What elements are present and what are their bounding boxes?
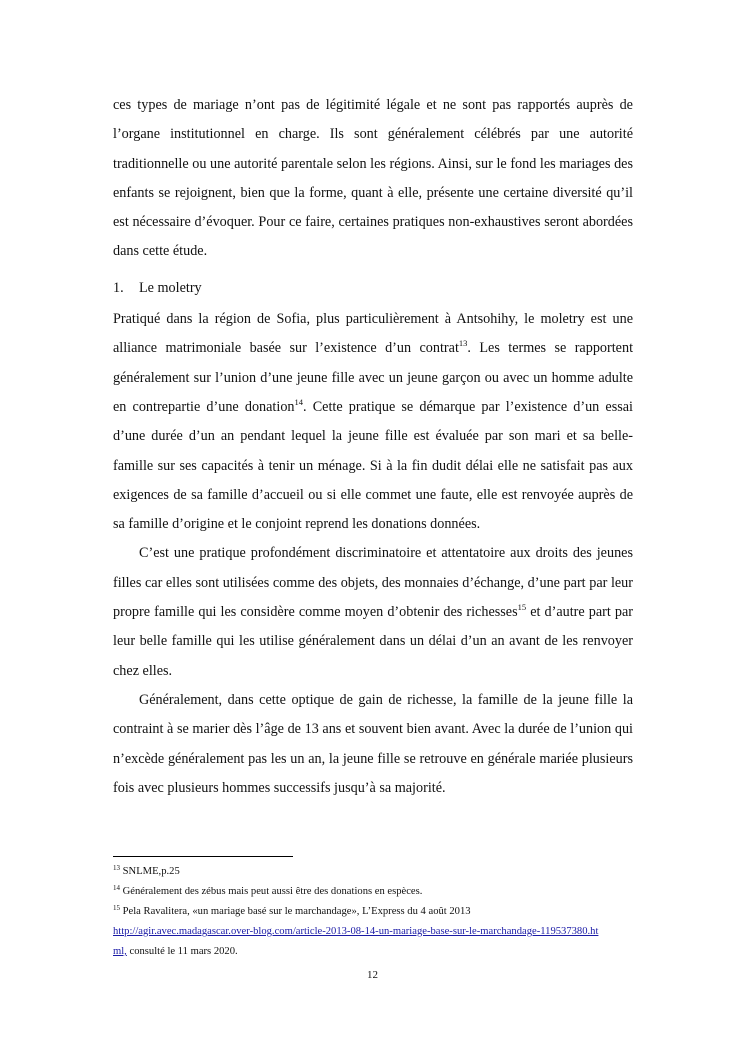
footnote-13-number: 13 <box>113 864 120 872</box>
discrimination-text-a: C’est une pratique profondément discriminatoire et attentatoire aux droits des jeunes filles car elles sont utilisées comme des objets, des monnaies d’échange, d’une part par leur propre famille qui les considère comme moyen d’obtenir des richesses <box>113 545 633 621</box>
footnote-13 <box>113 862 643 882</box>
footnote-15-text: Pela Ravalitera, «un mariage basé sur le marchandage», L’Express du 4 août 2013 <box>120 906 471 917</box>
moletry-text-a: Pratiqué dans la région de Sofia, plus particulièrement à Antsohihy, le moletry est une alliance matrimoniale basée sur l’existence d’un contrat <box>113 311 633 357</box>
footnote-15 <box>113 902 643 922</box>
footnote-15-link[interactable]: http://agir.avec.madagascar.over-blog.com/article-2013-08-14-un-mariage-base-sur-le-marchandage-119537380.ht <box>113 926 599 937</box>
footnote-15-consulted: consulté le 11 mars 2020. <box>126 946 238 957</box>
footnote-14 <box>113 882 643 902</box>
footnote-ref-14[interactable]: 14 <box>294 396 304 407</box>
footnote-separator <box>113 856 293 857</box>
footnote-15-link-line-2 <box>113 942 643 962</box>
footnotes <box>113 862 643 962</box>
footnote-14-text: Généralement des zébus mais peut aussi être des donations en espèces. <box>120 886 423 897</box>
discrimination-paragraph <box>113 539 633 685</box>
section-heading <box>113 274 633 303</box>
footnote-15-link-line-1 <box>113 922 643 942</box>
section-title: Le moletry <box>139 279 202 296</box>
section-number: 1. <box>113 279 124 296</box>
footnote-15-number: 15 <box>113 904 120 912</box>
moletry-text-b: . Les termes se rapportent généralement sur l’union d’une jeune fille avec un jeune garçon ou avec un homme adulte en contrepartie d’une donation <box>113 340 634 415</box>
moletry-text-c: . Cette pratique se démarque par l’existence d’un essai d’une durée d’un an pendant lequel la jeune fille est évaluée par son mari et sa belle-famille sur ses capacités à tenir un ménage. Si à la fin dudit délai elle ne satisfait pas aux exigences de sa famille d’accueil ou si elle commet une faute, elle est renvoyée auprès de sa famille d’origine et le conjoint reprend les donations données. <box>113 398 633 533</box>
footnote-14-number: 14 <box>113 884 120 892</box>
footnote-ref-15[interactable]: 15 <box>517 602 527 613</box>
discrimination-text-b: et d’autre part par leur belle famille qui les utilise généralement dans un délai d’un an avant de les renvoyer chez elles. <box>113 604 633 679</box>
body-text <box>113 91 633 803</box>
intro-paragraph: ces types de mariage n’ont pas de légitimité légale et ne sont pas rapportés auprès de l’organe institutionnel en charge. Ils sont généralement célébrés par une autorité traditionnelle ou une autorité parentale selon les régions. Ainsi, sur le fond les mariages des enfants se rejoignent, bien que la forme, quant à elle, présente une certaine diversité qu’il est nécessaire d’évoquer. Pour ce faire, certaines pratiques non-exhaustives seront abordées dans cette étude. <box>113 97 633 260</box>
page-number: 12 <box>367 969 378 981</box>
footnote-15-link-end[interactable]: ml, <box>113 946 127 957</box>
wealth-paragraph: Généralement, dans cette optique de gain de richesse, la famille de la jeune fille la contraint à se marier dès l’âge de 13 ans et souvent bien avant. Avec la durée de l’union qui n’excède généralement pas les un an, la jeune fille se retrouve en générale mariée plusieurs fois avec plusieurs hommes successifs jusqu’à sa majorité. <box>113 691 633 796</box>
footnote-ref-13[interactable]: 13 <box>458 338 468 349</box>
moletry-paragraph <box>113 305 633 539</box>
footnote-13-text: SNLME,p.25 <box>120 866 180 877</box>
